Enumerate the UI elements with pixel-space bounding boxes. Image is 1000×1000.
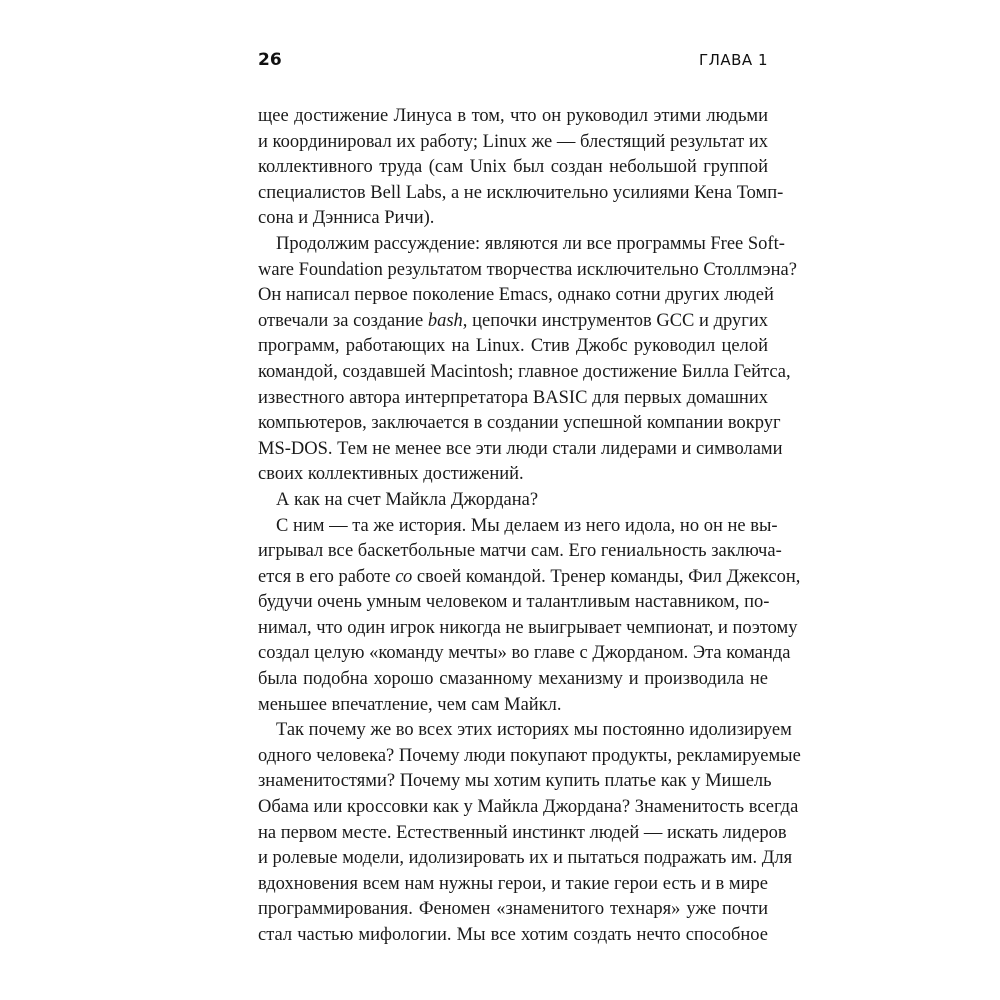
- text-line: известного автора интерпретатора BASIC для первых домашних: [258, 387, 768, 408]
- paragraph-5: [258, 718, 801, 948]
- text-line: программ, работающих на Linux. Стив Джобс руководил целой: [258, 336, 768, 357]
- text-line: будучи очень умным человеком и талантливым наставником, по-: [258, 592, 770, 613]
- text-line: А как на счет Майкла Джордана?: [276, 489, 539, 510]
- paragraph-4: [258, 514, 801, 719]
- text-line: знаменитостями? Почему мы хотим купить платье как у Мишель: [258, 771, 772, 792]
- text-line: на первом месте. Естественный инстинкт людей — искать лидеров: [258, 822, 787, 843]
- text-line: создал целую «команду мечты» во главе с Джорданом. Эта команда: [258, 643, 791, 664]
- text-line: коллективного труда (сам Unix был создан небольшой группой: [258, 157, 768, 178]
- text-line: нимал, что один игрок никогда не выигрывает чемпионат, и поэтому: [258, 617, 798, 638]
- text-line: была подобна хорошо смазанному механизму и производила не: [258, 669, 768, 690]
- text-segment: ется в его работе: [258, 566, 396, 587]
- text-line: Продолжим рассуждение: являются ли все программы Free Soft-: [276, 233, 785, 254]
- text-line: и ролевые модели, идолизировать их и пытаться подражать им. Для: [258, 848, 793, 869]
- text-segment: отвечали за создание: [258, 310, 428, 331]
- chapter-label: ГЛАВА 1: [698, 51, 768, 69]
- text-line: одного человека? Почему люди покупают продукты, рекламируемые: [258, 745, 801, 766]
- paragraph-3: [258, 488, 768, 514]
- text-line: сона и Дэнниса Ричи).: [258, 208, 435, 229]
- text-line: [258, 565, 801, 591]
- text-line: ware Foundation результатом творчества исключительно Столлмэна?: [258, 259, 797, 280]
- text-line: вдохновения всем нам нужны герои, и такие герои есть и в мире: [258, 873, 768, 894]
- text-line: и координировал их работу; Linux же — блестящий результат их: [258, 131, 768, 152]
- text-line: щее достижение Линуса в том, что он руководил этими людьми: [258, 106, 768, 126]
- text-line: меньшее впечатление, чем сам Майкл.: [258, 694, 562, 715]
- text-line: MS-DOS. Тем не менее все эти люди стали лидерами и символами: [258, 438, 783, 459]
- body-text: [258, 104, 801, 949]
- text-segment: , цепочки инструментов GCC и других: [462, 310, 768, 331]
- text-segment: своей командой. Тренер команды, Фил Джексон,: [412, 566, 801, 587]
- running-head: [258, 46, 768, 74]
- text-line: Он написал первое поколение Emacs, однако сотни других людей: [258, 285, 774, 306]
- paragraph-2: [258, 232, 797, 488]
- page-number: 26: [258, 50, 282, 70]
- text-line: Так почему же во всех этих историях мы постоянно идолизируем: [276, 720, 792, 741]
- text-line: игрывал все баскетбольные матчи сам. Его гениальность заключа-: [258, 541, 782, 562]
- text-line: [258, 309, 768, 335]
- text-line: своих коллективных достижений.: [258, 464, 524, 485]
- italic-term-bash: bash: [427, 310, 463, 331]
- text-line: программирования. Феномен «знаменитого технаря» уже почти: [258, 899, 768, 920]
- paragraph-1: [258, 104, 784, 232]
- text-line: стал частью мифологии. Мы все хотим создать нечто способное: [258, 925, 768, 945]
- text-line: Обама или кроссовки как у Майкла Джордана? Знаменитость всегда: [258, 797, 799, 818]
- text-line: командой, создавшей Macintosh; главное достижение Билла Гейтса,: [258, 361, 791, 382]
- text-line: компьютеров, заключается в создании успешной компании вокруг: [258, 413, 781, 434]
- text-line: специалистов Bell Labs, а не исключительно усилиями Кена Томп-: [258, 182, 784, 203]
- italic-term-so: со: [395, 566, 413, 587]
- text-line: С ним — та же история. Мы делаем из него идола, но он не вы-: [276, 515, 778, 536]
